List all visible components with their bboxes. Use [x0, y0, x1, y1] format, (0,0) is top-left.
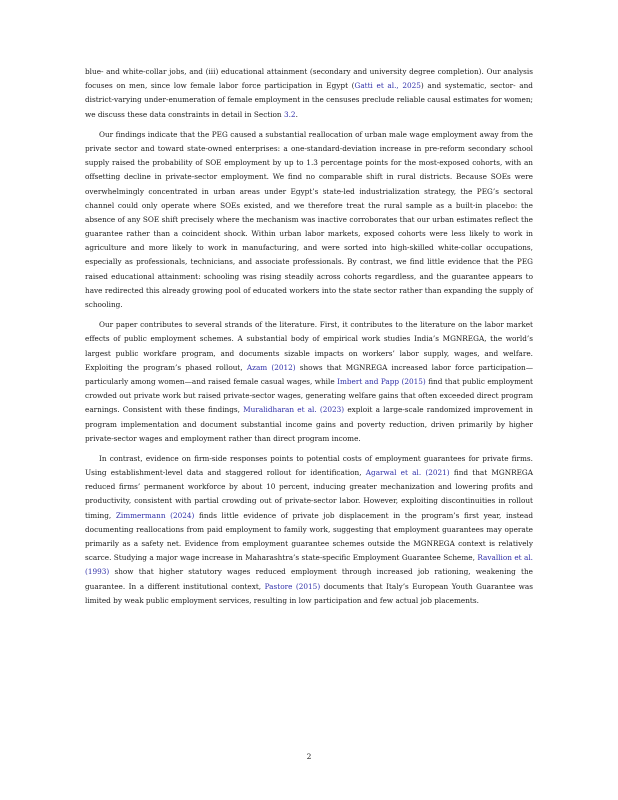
citation-link[interactable]: Agarwal et al. (2021): [365, 468, 450, 478]
citation-link[interactable]: Ravallion et al. (1993): [85, 553, 533, 577]
paragraph-text: blue- and white-collar jobs, and (iii) educational attainment (secondary and university degree completion). Our analysis focuses on men, since low female labor force participation in Egypt (: [85, 67, 533, 91]
page-number: 2: [306, 752, 312, 761]
citation-link[interactable]: Imbert and Papp (2015): [337, 376, 426, 386]
paragraph-text: ) and systematic, sector- and district-varying under-enumeration of female employment in the censuses preclude reliable causal estimates for women; we discuss these data constraints in detail in Section: [85, 81, 533, 119]
paragraph-text: shows that MGNREGA increased labor force participation—particularly among women—and raised female casual wages, while: [85, 362, 533, 386]
paragraph-text: find that MGNREGA reduced firms’ permanent workforce by about 10 percent, inducing greater mechanization and lowering profits and productivity, consistent with partial crowding out of private-sector labor. However, exploiting discontinuities in rollout timing,: [85, 468, 534, 520]
paragraph-text: Our findings indicate that the PEG caused a substantial reallocation of urban male wage employment away from the private sector and toward state-owned enterprises: a one-standard-deviation increase in pre-reform secondary school supply raised the probability of SOE employment by up to 1.3 percentage points for the most-exposed cohorts, with an offsetting decline in private-sector employment. We find no comparable shift in rural districts. Because SOEs were overwhelmingly concentrated in urban areas under Egypt’s state-led industrialization strategy, the PEG’s sectoral channel could only operate where SOEs existed, and we therefore treat the rural sample as a built-in placebo: the absence of any SOE shift precisely where the mechanism was inactive corroborates that our urban estimates reflect the guarantee rather than a coincident shock. Within urban labor markets, exposed cohorts were less likely to work in agriculture and more likely to work in manufacturing, and were sorted into high-skilled white-collar occupations, especially as professionals, technicians, and associate professionals. By contrast, we find little evidence that the PEG raised educational attainment: schooling was rising steadily across cohorts regardless, and the guarantee appears to have redirected this already growing pool of educated workers into the state sector rather than expanding the supply of schooling.: [85, 129, 533, 309]
paragraph-text: find that public employment crowded out private work but raised private-sector wages, generating welfare gains that often exceeded direct program earnings. Consistent with these findings,: [85, 376, 533, 415]
paragraph-text: In contrast, evidence on firm-side responses points to potential costs of employment guarantees for private firms. Using establishment-level data and staggered rollout for identification,: [85, 453, 533, 478]
paragraph-text: show that higher statutory wages reduced employment through increased job rationing, weakening the guarantee. In a different institutional context,: [85, 567, 533, 591]
citation-link[interactable]: Gatti et al., 2025: [354, 81, 421, 91]
paragraph-text: Our paper contributes to several strands of the literature. First, it contributes to the literature on the labor market effects of public employment schemes. A substantial body of empirical work studies India’s MGNREGA, the world’s largest public workfare program, and documents sizable impacts on workers’ labor supply, wages, and welfare. Exploiting the program’s phased rollout,: [85, 320, 533, 372]
paragraph-text: exploit a large-scale randomized improvement in program implementation and document substantial income gains and poverty reduction, driven primarily by higher private-sector wages and employment rather than direct program income.: [85, 405, 533, 443]
paragraph: [85, 318, 533, 446]
citation-link[interactable]: Muralidharan et al. (2023): [243, 405, 345, 415]
citation-link[interactable]: 3.2: [283, 109, 296, 119]
body-text: [85, 65, 533, 614]
paragraph: [85, 128, 533, 312]
citation-link[interactable]: Zimmermann (2024): [115, 510, 195, 520]
citation-link[interactable]: Azam (2012): [246, 362, 296, 372]
paragraph-text: documents that Italy’s European Youth Guarantee was limited by weak public employment services, resulting in low participation and few actual job placements.: [85, 581, 533, 605]
paragraph: [85, 452, 533, 608]
paragraph-text: finds little evidence of private job displacement in the program’s first year, instead documenting reallocations from paid employment to family work, suggesting that employment guarantees may operate primarily as a safety net. Evidence from employment guarantee schemes outside the MGNREGA context is relatively scarce. Studying a major wage increase in Maharashtra’s state-specific Employment Guarantee Scheme,: [85, 510, 534, 563]
paragraph: [85, 65, 533, 122]
citation-link[interactable]: Pastore (2015): [264, 581, 321, 591]
paragraph-text: .: [295, 109, 298, 119]
